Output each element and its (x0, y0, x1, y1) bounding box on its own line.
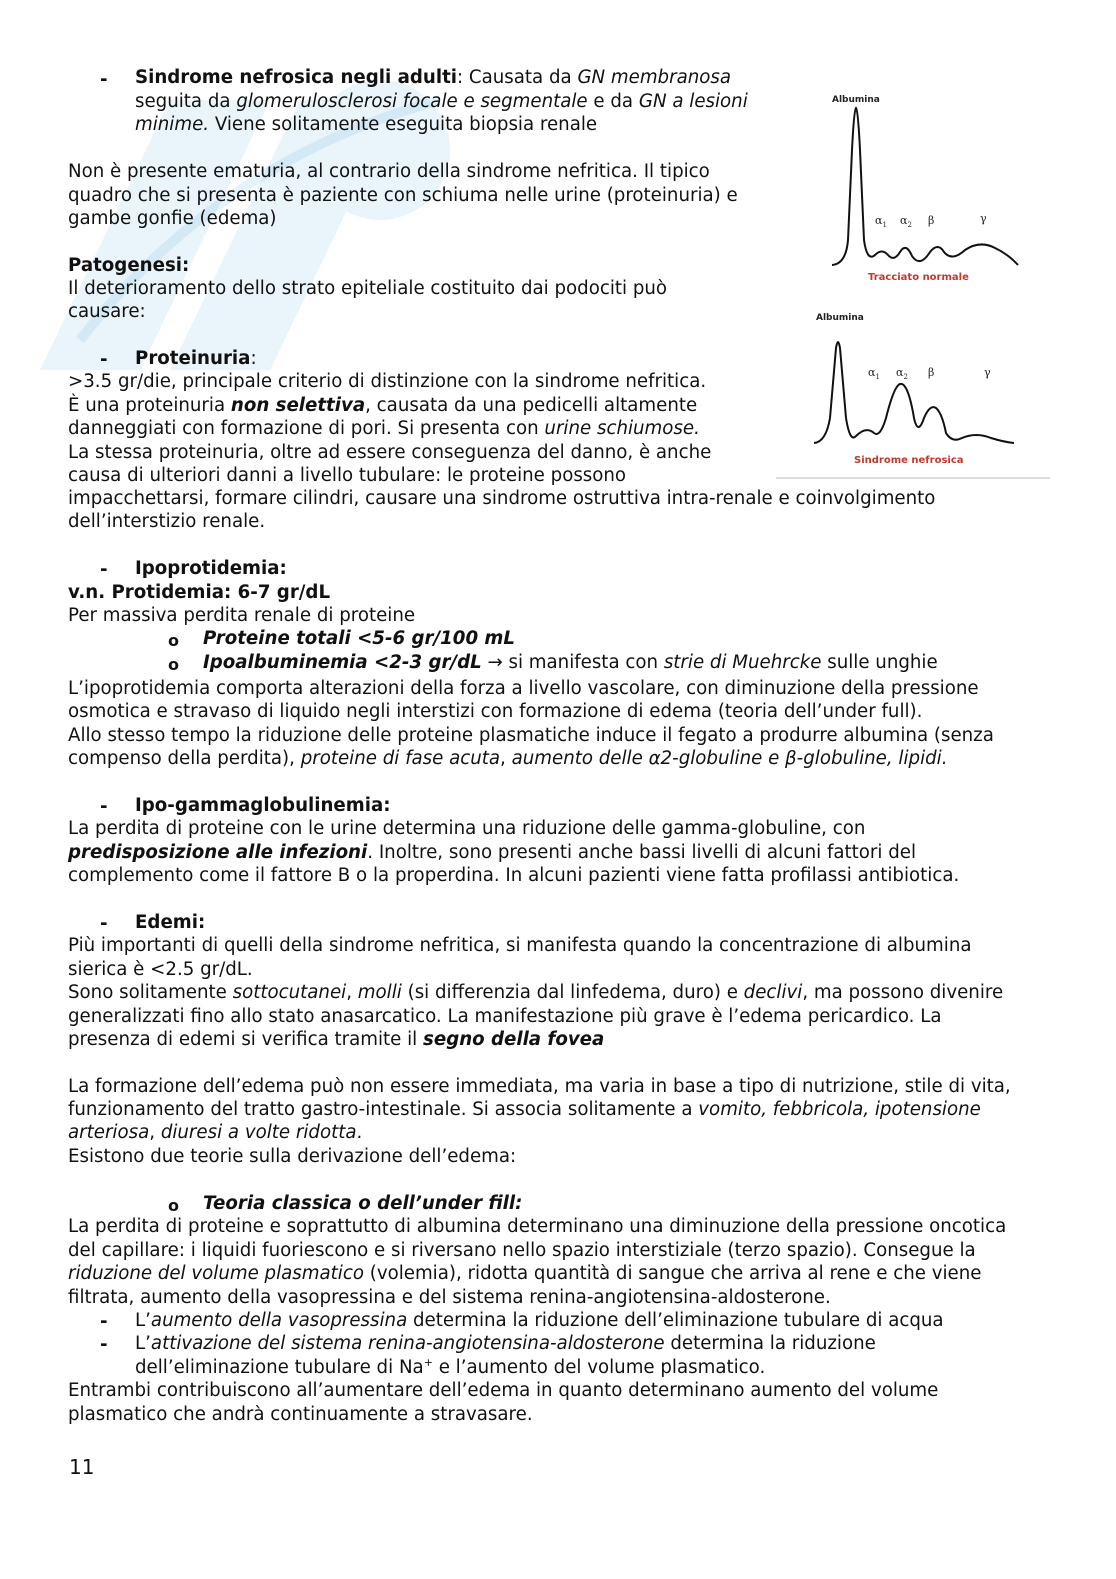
bullet-dash: - (100, 69, 108, 90)
caption-normal: Tracciato normale (868, 272, 969, 283)
svg-text:α2 (896, 366, 908, 381)
text-line: dell’interstizio renale. (68, 511, 266, 532)
text-line: filtrata, aumento della vasopressina e del sistema renina-angiotensina-aldosterone. (68, 1287, 831, 1308)
text-line: funzionamento del tratto gastro-intestinale. Si associa solitamente a vomito, febbricola, ipotensione (68, 1099, 981, 1120)
bullet-dash: - (100, 349, 108, 370)
section-heading: Teoria classica o dell’under fill: (203, 1193, 523, 1214)
svg-text:α1 (875, 214, 887, 229)
svg-text:α2 (900, 214, 912, 229)
beta-label: β (928, 366, 935, 379)
text-line: presenza di edemi si verifica tramite il segno della fovea (68, 1029, 605, 1050)
text-line: predisposizione alle infezioni. Inoltre, sono presenti anche bassi livelli di alcuni fattori del (68, 842, 917, 863)
intro-line-2: seguita da glomerulosclerosi focale e segmentale e da GN a lesioni (135, 91, 748, 112)
text-line: generalizzati fino allo stato anasarcatico. La manifestazione più grave è l’edema pericardico. La (68, 1006, 942, 1027)
text-line: arteriosa, diuresi a volte ridotta. (68, 1122, 363, 1143)
alpha1-sub: 1 (882, 221, 887, 229)
svg-text:α1 (868, 366, 880, 381)
text-line: La perdita di proteine e soprattutto di albumina determinano una diminuzione della pressione oncotica (68, 1216, 1007, 1237)
text-line: Esistono due teorie sulla derivazione dell’edema: (68, 1146, 517, 1167)
text-line: Il deterioramento dello strato epiteliale costituito dai podociti può (68, 278, 668, 299)
text-line: La formazione dell’edema può non essere immediata, ma varia in base a tipo di nutrizione, stile di vita, (68, 1076, 1011, 1097)
text-line: Allo stesso tempo la riduzione delle proteine plasmatiche induce il fegato a produrre albumina (senza (68, 725, 994, 746)
text-line: quadro che si presenta è paziente con schiuma nelle urine (proteinuria) e (68, 185, 738, 206)
text-line: Sono solitamente sottocutanei, molli (si differenzia dal linfedema, duro) e declivi, ma possono divenire (68, 982, 1004, 1003)
text-line: Non è presente ematuria, al contrario della sindrome nefritica. Il tipico (68, 161, 710, 182)
section-heading: Ipo-gammaglobulinemia: (135, 795, 391, 816)
text-line: La perdita di proteine con le urine determina una riduzione delle gamma-globuline, con (68, 818, 866, 839)
albumin-label: Albumina (832, 95, 880, 105)
text-line: È una proteinuria non selettiva, causata da una pedicelli altamente (68, 395, 698, 416)
bullet-circle: o (168, 1196, 179, 1215)
text-line: impacchettarsi, formare cilindri, causare una sindrome ostruttiva intra-renale e coinvolgimento (68, 488, 936, 509)
electrophoresis-nephrotic-figure (776, 308, 1050, 482)
bullet-dash: - (100, 913, 108, 934)
text-line: sierica è <2.5 gr/dL. (68, 959, 253, 980)
page-number: 11 (69, 1455, 95, 1479)
alpha1-label: α (868, 366, 876, 379)
text-line: causa di ulteriori danni a livello tubulare: le proteine possono (68, 465, 627, 486)
list-item: L’aumento della vasopressina determina la riduzione dell’eliminazione tubulare di acqua (135, 1310, 944, 1331)
text-line: Per massiva perdita renale di proteine (68, 605, 416, 626)
bullet-dash: - (100, 1311, 108, 1332)
alpha2-label: α (896, 366, 904, 379)
intro-line-1: Sindrome nefrosica negli adulti: Causata da GN membranosa (135, 67, 731, 88)
section-heading: Proteinuria: (135, 348, 257, 369)
bullet-dash: - (100, 1334, 108, 1355)
bullet-dash: - (100, 796, 108, 817)
list-item: Ipoalbuminemia <2-3 gr/dL → si manifesta con strie di Muehrcke sulle unghie (203, 652, 938, 673)
text-line: Più importanti di quelli della sindrome nefritica, si manifesta quando la concentrazione di albumina (68, 935, 972, 956)
albumin-label: Albumina (816, 313, 864, 323)
text-line: >3.5 gr/die, principale criterio di distinzione con la sindrome nefritica. (68, 371, 707, 392)
text-line: compenso della perdita), proteine di fase acuta, aumento delle α2-globuline e β-globuline, lipidi. (68, 748, 948, 769)
bullet-circle: o (168, 631, 179, 650)
section-heading: Ipoprotidemia: (135, 558, 287, 579)
intro-line-3: minime. Viene solitamente eseguita biopsia renale (135, 114, 598, 135)
alpha1-sub: 1 (875, 373, 880, 381)
gamma-label: γ (984, 366, 991, 379)
text-line: osmotica e stravaso di liquido negli interstizi con formazione di edema (teoria dell’under full). (68, 701, 923, 722)
bullet-dash: - (100, 559, 108, 580)
caption-nephrotic: Sindrome nefrosica (854, 455, 964, 466)
section-heading: Patogenesi: (68, 255, 190, 276)
alpha2-label: α (900, 214, 908, 227)
alpha2-sub: 2 (907, 221, 912, 229)
text-line: La stessa proteinuria, oltre ad essere conseguenza del danno, è anche (68, 442, 712, 463)
text-line: gambe gonfie (edema) (68, 208, 277, 229)
list-item: L’attivazione del sistema renina-angiotensina-aldosterone determina la riduzione (135, 1333, 876, 1354)
text-line: causare: (68, 301, 146, 322)
text-line: Entrambi contribuiscono all’aumentare dell’edema in quanto determinano aumento del volume (68, 1380, 939, 1401)
alpha2-sub: 2 (903, 373, 908, 381)
beta-label: β (928, 214, 935, 227)
list-item: Proteine totali <5-6 gr/100 mL (203, 628, 515, 649)
text-line: del capillare: i liquidi fuoriescono e si riversano nello spazio interstiziale (terzo spazio). Consegue la (68, 1240, 976, 1261)
alpha1-label: α (875, 214, 883, 227)
electrophoresis-normal-figure (820, 90, 1030, 285)
text-line: plasmatico che andrà continuamente a stravasare. (68, 1404, 533, 1425)
text-line: L’ipoprotidemia comporta alterazioni della forza a livello vascolare, con diminuzione della pressione (68, 678, 979, 699)
trace-nephrotic (814, 342, 1014, 443)
bullet-circle: o (168, 655, 179, 674)
text-line: danneggiati con formazione di pori. Si presenta con urine schiumose. (68, 418, 700, 439)
section-heading: Edemi: (135, 912, 206, 933)
list-item: dell’eliminazione tubulare di Na+ e l’aumento del volume plasmatico. (135, 1356, 766, 1378)
text-line: riduzione del volume plasmatico (volemia), ridotta quantità di sangue che arriva al rene e che viene (68, 1263, 982, 1284)
trace-normal (832, 108, 1018, 265)
gamma-label: γ (980, 212, 987, 225)
text-line: complemento come il fattore B o la properdina. In alcuni pazienti viene fatta profilassi antibiotica. (68, 865, 960, 886)
text-line: v.n. Protidemia: 6-7 gr/dL (68, 582, 331, 603)
